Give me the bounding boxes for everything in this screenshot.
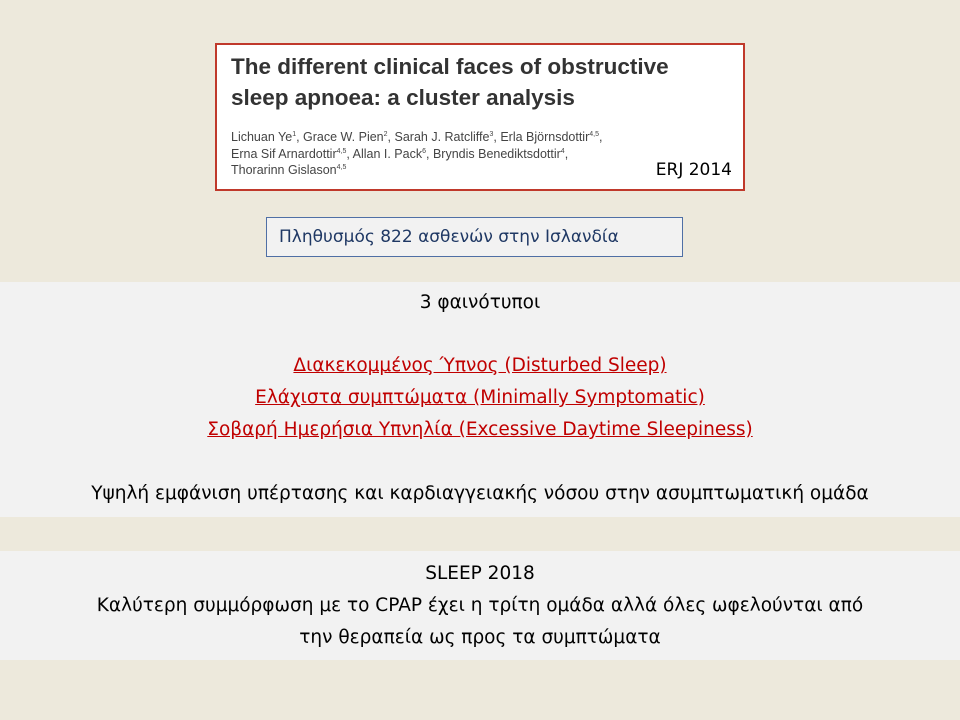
journal-citation: ERJ 2014 bbox=[655, 160, 732, 180]
author: Lichuan Ye$^1$, bbox=[231, 130, 304, 144]
paper-authors bbox=[231, 129, 711, 179]
paper-title-line-1: The different clinical faces of obstructive bbox=[231, 54, 669, 79]
phenotype-item: Σοβαρή Ημερήσια Υπνηλία (Excessive Daytime Sleepiness) bbox=[207, 419, 753, 440]
paper-reference-box bbox=[215, 43, 745, 191]
population-box: Πληθυσμός 822 ασθενών στην Ισλανδία bbox=[266, 217, 683, 257]
author: Erla Björnsdottir$^{4,5}$, bbox=[500, 130, 603, 144]
phenotypes-heading: 3 φαινότυποι bbox=[419, 292, 541, 313]
author: Erna Sif Arnardottir$^{4,5}$, bbox=[231, 146, 353, 161]
phenotypes-note: Υψηλή εμφάνιση υπέρτασης και καρδιαγγειακής νόσου στην ασυμπτωματική ομάδα bbox=[91, 483, 869, 504]
phenotype-item: Διακεκομμένος Ύπνος (Disturbed Sleep) bbox=[293, 355, 667, 376]
sleep-2018-text-line-2: την θεραπεία ως προς τα συμπτώματα bbox=[299, 627, 661, 648]
author: Bryndis Benediktsdottir$^4$, bbox=[432, 146, 569, 161]
phenotype-item: Ελάχιστα συμπτώματα (Minimally Symptomatic) bbox=[255, 387, 705, 408]
sleep-2018-heading: SLEEP 2018 bbox=[425, 563, 535, 584]
sleep-2018-panel bbox=[0, 551, 960, 660]
sleep-2018-text-line-1: Καλύτερη συμμόρφωση με το CPAP έχει η τρίτη ομάδα αλλά όλες ωφελούνται από bbox=[96, 595, 864, 616]
author: Thorarinn Gislason$^{4,5}$ bbox=[231, 163, 347, 177]
phenotypes-panel bbox=[0, 282, 960, 517]
paper-title-line-2: sleep apnoea: a cluster analysis bbox=[231, 85, 575, 110]
paper-title bbox=[231, 51, 736, 113]
author: Sarah J. Ratcliffe$^3$, bbox=[394, 130, 501, 144]
author: Allan I. Pack$^6$, bbox=[352, 146, 433, 161]
author: Grace W. Pien$^2$, bbox=[303, 130, 395, 144]
